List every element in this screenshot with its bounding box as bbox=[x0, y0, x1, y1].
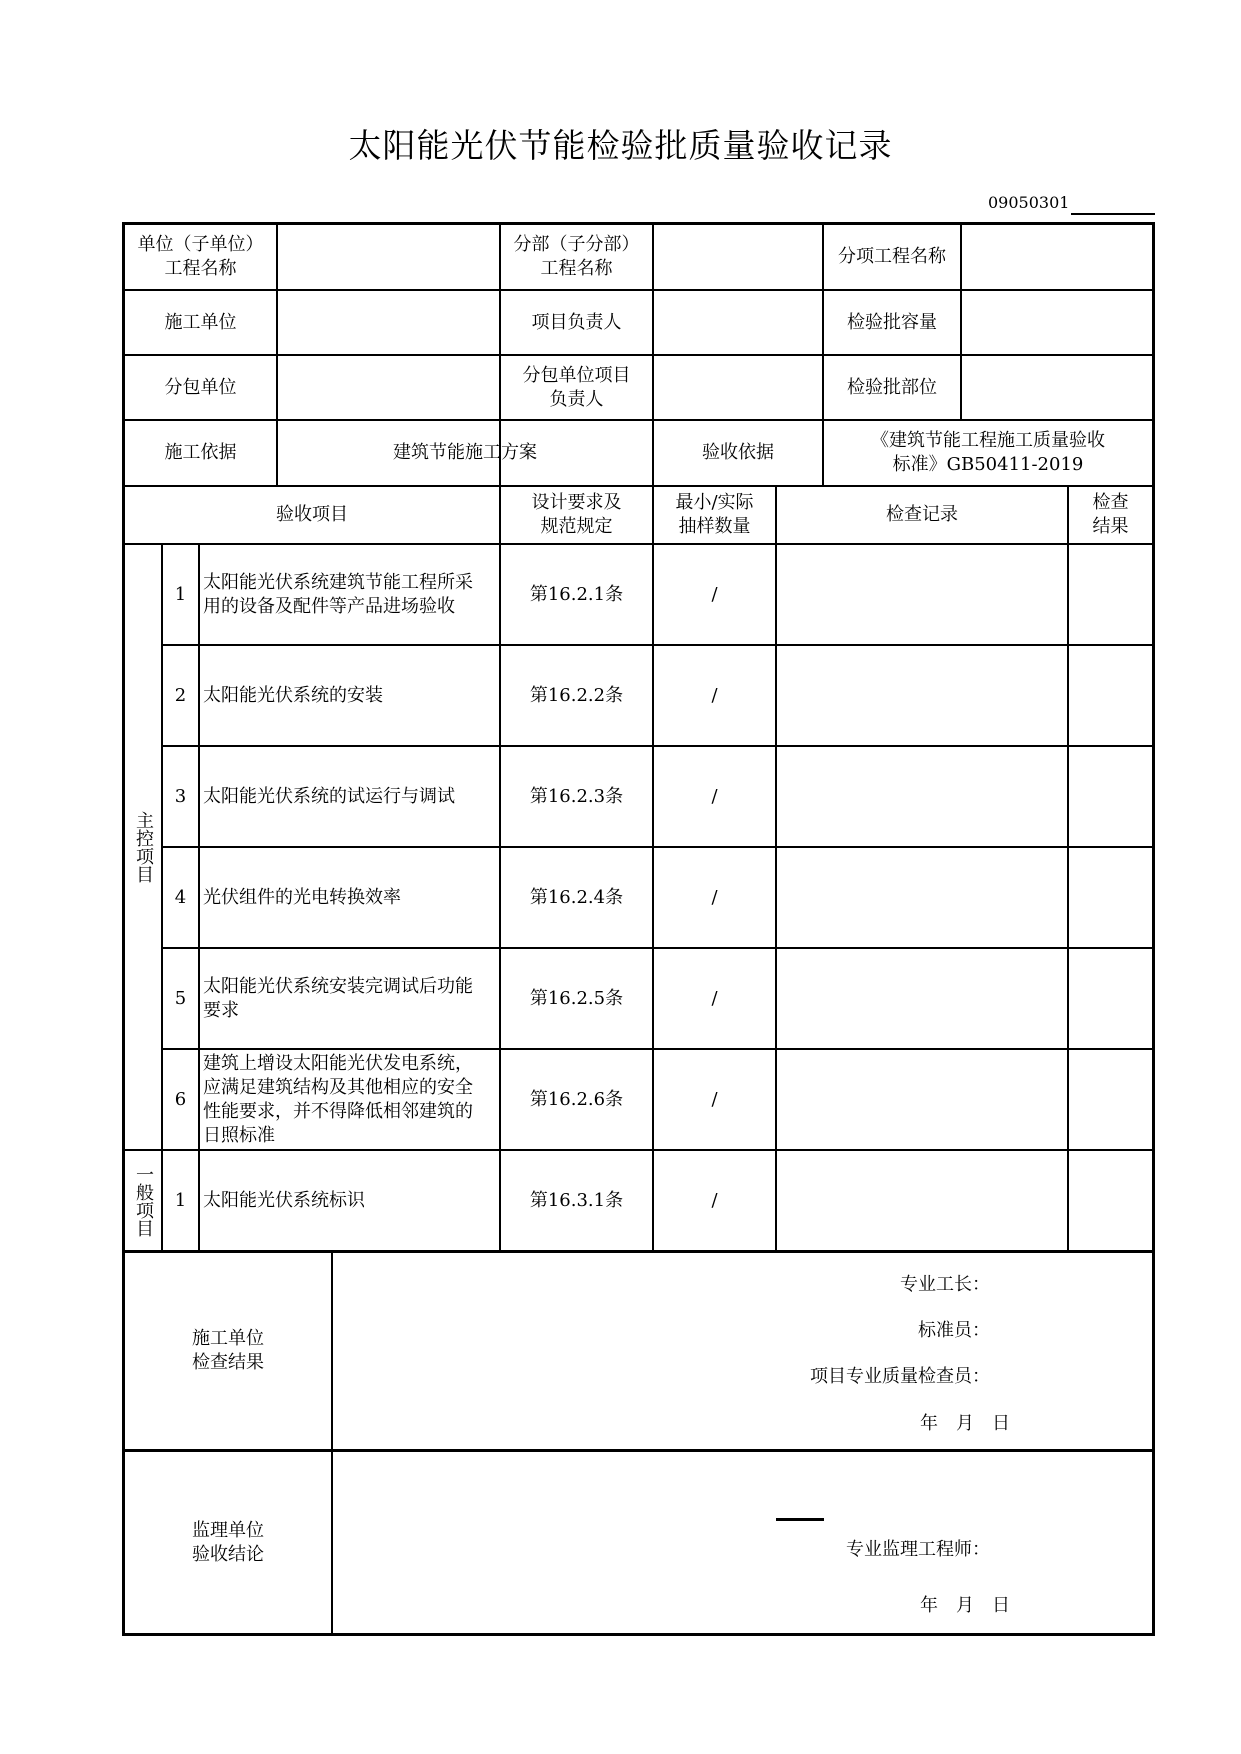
item-description: 太阳能光伏系统的试运行与调试 bbox=[203, 785, 455, 807]
item-clause: 第16.2.6条 bbox=[529, 1088, 624, 1110]
item-clause: 第16.3.1条 bbox=[529, 1189, 624, 1211]
item-sample: / bbox=[711, 1088, 718, 1110]
item-result-field[interactable] bbox=[1069, 848, 1152, 947]
item-description: 太阳能光伏系统建筑节能工程所采 用的设备及配件等产品进场验收 bbox=[203, 571, 473, 617]
subcontractor-label: 分包单位 bbox=[164, 376, 237, 398]
col-header-sample: 最小/实际 抽样数量 bbox=[675, 492, 754, 537]
item-result-field[interactable] bbox=[1069, 1151, 1152, 1250]
item-sample: / bbox=[711, 583, 718, 605]
subcontractor-field[interactable] bbox=[278, 356, 499, 419]
item-result-field[interactable] bbox=[1069, 646, 1152, 745]
sub-project-manager-label: 分包单位项目 负责人 bbox=[522, 364, 631, 410]
item-result-field[interactable] bbox=[1069, 747, 1152, 846]
item-record-field[interactable] bbox=[777, 949, 1067, 1048]
item-clause: 第16.2.2条 bbox=[529, 684, 624, 706]
acceptance-basis-value: 《建筑节能工程施工质量验收 标准》GB50411-2019 bbox=[871, 430, 1105, 475]
col-header-item: 验收项目 bbox=[276, 504, 348, 525]
contractor-check-label: 施工单位 检查结果 bbox=[192, 1328, 264, 1373]
item-number: 1 bbox=[174, 583, 187, 605]
item-number: 5 bbox=[174, 987, 187, 1009]
item-clause: 第16.2.4条 bbox=[529, 886, 624, 908]
item-sample: / bbox=[711, 886, 718, 908]
construction-basis-label: 施工依据 bbox=[164, 442, 237, 463]
item-record-field[interactable] bbox=[777, 1151, 1067, 1250]
page-title: 太阳能光伏节能检验批质量验收记录 bbox=[348, 126, 893, 165]
item-number: 4 bbox=[174, 886, 187, 908]
main-control-items-label: 主控项目 bbox=[133, 811, 154, 883]
acceptance-basis-label: 验收依据 bbox=[702, 442, 774, 463]
division-project-name-field[interactable] bbox=[654, 225, 822, 289]
division-project-name-label: 分部（子分部） 工程名称 bbox=[513, 234, 640, 279]
batch-location-field[interactable] bbox=[962, 356, 1152, 419]
contractor-label: 施工单位 bbox=[164, 311, 237, 333]
general-items-label: 一般项目 bbox=[133, 1164, 154, 1237]
item-record-field[interactable] bbox=[777, 545, 1067, 644]
item-record-field[interactable] bbox=[777, 747, 1067, 846]
col-header-record: 检查记录 bbox=[886, 504, 958, 525]
supervisor-date: 年 月 日 bbox=[920, 1595, 1010, 1616]
batch-capacity-field[interactable] bbox=[962, 291, 1152, 354]
item-description: 建筑上增设太阳能光伏发电系统， 应满足建筑结构及其他相应的安全 性能要求，并不得降低相邻建筑的 日照标准 bbox=[203, 1052, 473, 1146]
item-number: 2 bbox=[174, 684, 187, 706]
contractor-date: 年 月 日 bbox=[920, 1413, 1010, 1434]
item-clause: 第16.2.1条 bbox=[529, 583, 624, 605]
supervising-engineer-signature-label: 专业监理工程师： bbox=[846, 1539, 990, 1560]
item-clause: 第16.2.5条 bbox=[529, 987, 624, 1009]
item-number: 3 bbox=[174, 785, 187, 807]
item-sample: / bbox=[711, 987, 718, 1009]
form-code-underline bbox=[1071, 213, 1155, 215]
item-sample: / bbox=[711, 1189, 718, 1211]
foreman-signature-label: 专业工长： bbox=[900, 1274, 990, 1295]
batch-location-label: 检验批部位 bbox=[847, 376, 937, 398]
contractor-field[interactable] bbox=[278, 291, 499, 354]
qc-inspector-signature-label: 项目专业质量检查员： bbox=[810, 1366, 990, 1387]
supervisor-conclusion-label: 监理单位 验收结论 bbox=[192, 1519, 264, 1565]
project-manager-field[interactable] bbox=[654, 291, 822, 354]
item-result-field[interactable] bbox=[1069, 949, 1152, 1048]
item-sample: / bbox=[711, 684, 718, 706]
subitem-project-name-field[interactable] bbox=[962, 225, 1152, 289]
standard-officer-signature-label: 标准员： bbox=[918, 1320, 990, 1341]
item-result-field[interactable] bbox=[1069, 545, 1152, 644]
form-code: 09050301 bbox=[988, 193, 1070, 212]
item-record-field[interactable] bbox=[777, 848, 1067, 947]
item-description: 光伏组件的光电转换效率 bbox=[203, 886, 401, 908]
item-number: 6 bbox=[174, 1088, 187, 1110]
item-description: 太阳能光伏系统标识 bbox=[203, 1189, 365, 1211]
item-clause: 第16.2.3条 bbox=[529, 785, 624, 807]
sub-project-manager-field[interactable] bbox=[654, 356, 822, 419]
item-description: 太阳能光伏系统的安装 bbox=[203, 684, 383, 706]
item-number: 1 bbox=[174, 1189, 187, 1211]
signature-mark bbox=[776, 1518, 824, 1521]
batch-capacity-label: 检验批容量 bbox=[847, 311, 937, 333]
col-header-design: 设计要求及 规范规定 bbox=[531, 492, 622, 537]
item-sample: / bbox=[711, 785, 718, 807]
unit-project-name-field[interactable] bbox=[278, 225, 499, 289]
item-description: 太阳能光伏系统安装完调试后功能 要求 bbox=[203, 975, 473, 1021]
unit-project-name-label: 单位（子单位） 工程名称 bbox=[137, 234, 264, 279]
construction-basis-value: 建筑节能施工方案 bbox=[393, 442, 537, 463]
col-divider bbox=[198, 543, 200, 1251]
subitem-project-name-label: 分项工程名称 bbox=[838, 246, 946, 267]
item-result-field[interactable] bbox=[1069, 1050, 1152, 1149]
project-manager-label: 项目负责人 bbox=[531, 311, 622, 333]
col-divider bbox=[331, 1250, 333, 1636]
item-record-field[interactable] bbox=[777, 646, 1067, 745]
item-record-field[interactable] bbox=[777, 1050, 1067, 1149]
col-header-result: 检查 结果 bbox=[1092, 492, 1129, 537]
